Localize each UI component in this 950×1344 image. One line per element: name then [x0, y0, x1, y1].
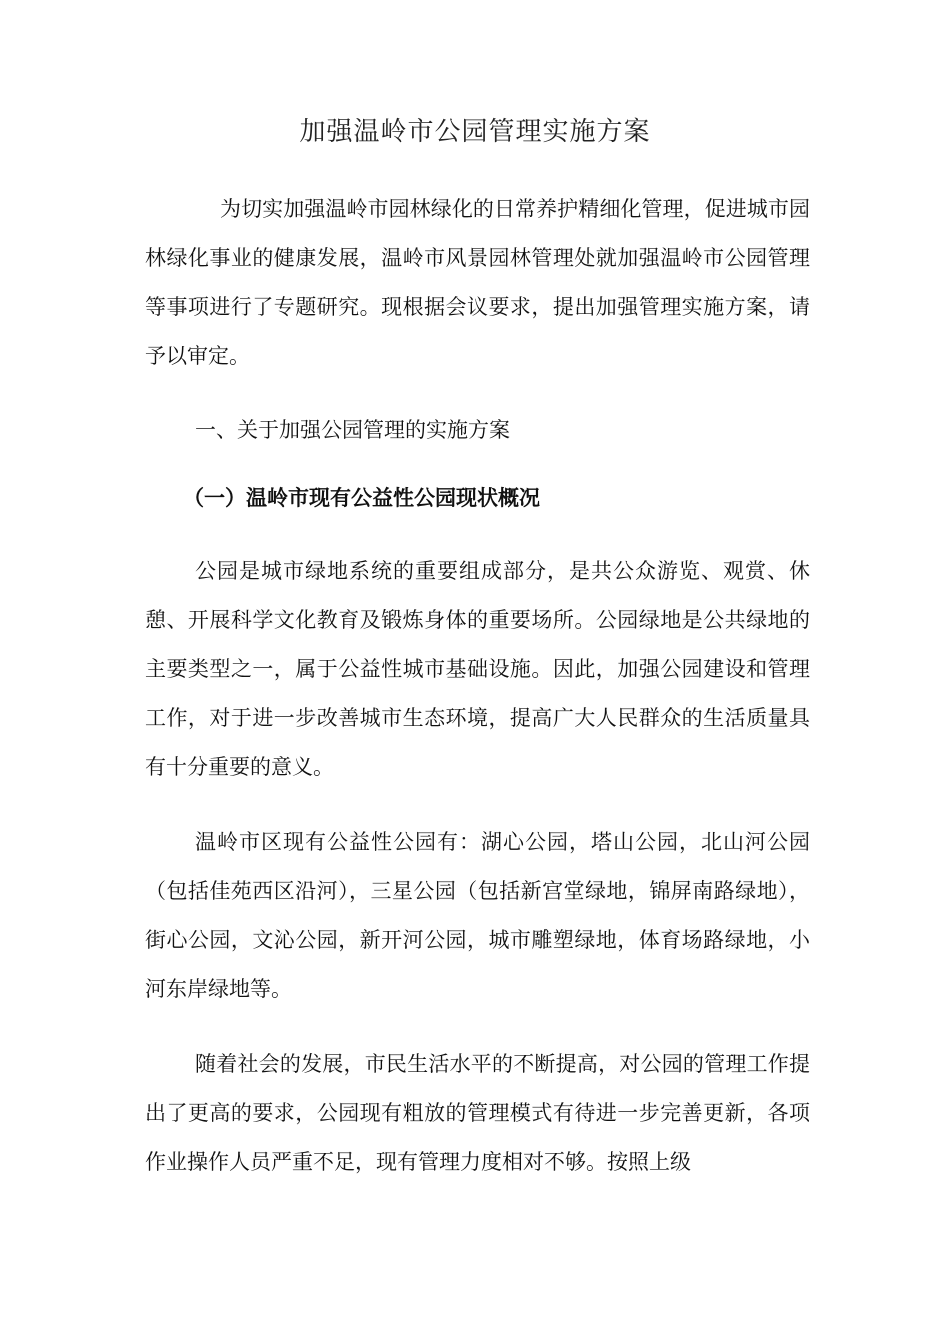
document-title: 加强温岭市公园管理实施方案 [299, 117, 651, 147]
body-paragraph-park-role: 公园是城市绿地系统的重要组成部分，是共公众游览、观赏、休憩、开展科学文化教育及锻炼身体的重要场所。公园绿地是公共绿地的主要类型之一，属于公益性城市基础设施。因此，加强公园建设和管理工作，对于进一步改善城市生态环境，提高广大人民群众的生活质量具有十分重要的意义。 [145, 559, 810, 779]
subsection-heading: （一）温岭市现有公益性公园现状概况 [183, 486, 540, 510]
section-heading: 一、关于加强公园管理的实施方案 [195, 418, 510, 442]
intro-paragraph: 为切实加强温岭市园林绿化的日常养护精细化管理，促进城市园林绿化事业的健康发展，温岭市风景园林管理处就加强温岭市公园管理等事项进行了专题研究。现根据会议要求，提出加强管理实施方案，请予以审定。 [145, 197, 810, 368]
body-paragraph-current-status: 随着社会的发展，市民生活水平的不断提高，对公园的管理工作提出了更高的要求，公园现有粗放的管理模式有待进一步完善更新，各项作业操作人员严重不足，现有管理力度相对不够。按照上级 [145, 1052, 810, 1174]
body-paragraph-park-list: 温岭市区现有公益性公园有：湖心公园，塔山公园，北山河公园（包括佳苑西区沿河），三星公园（包括新宫堂绿地，锦屏南路绿地），街心公园，文沁公园，新开河公园，城市雕塑绿地，体育场路绿地，小河东岸绿地等。 [145, 830, 810, 1001]
